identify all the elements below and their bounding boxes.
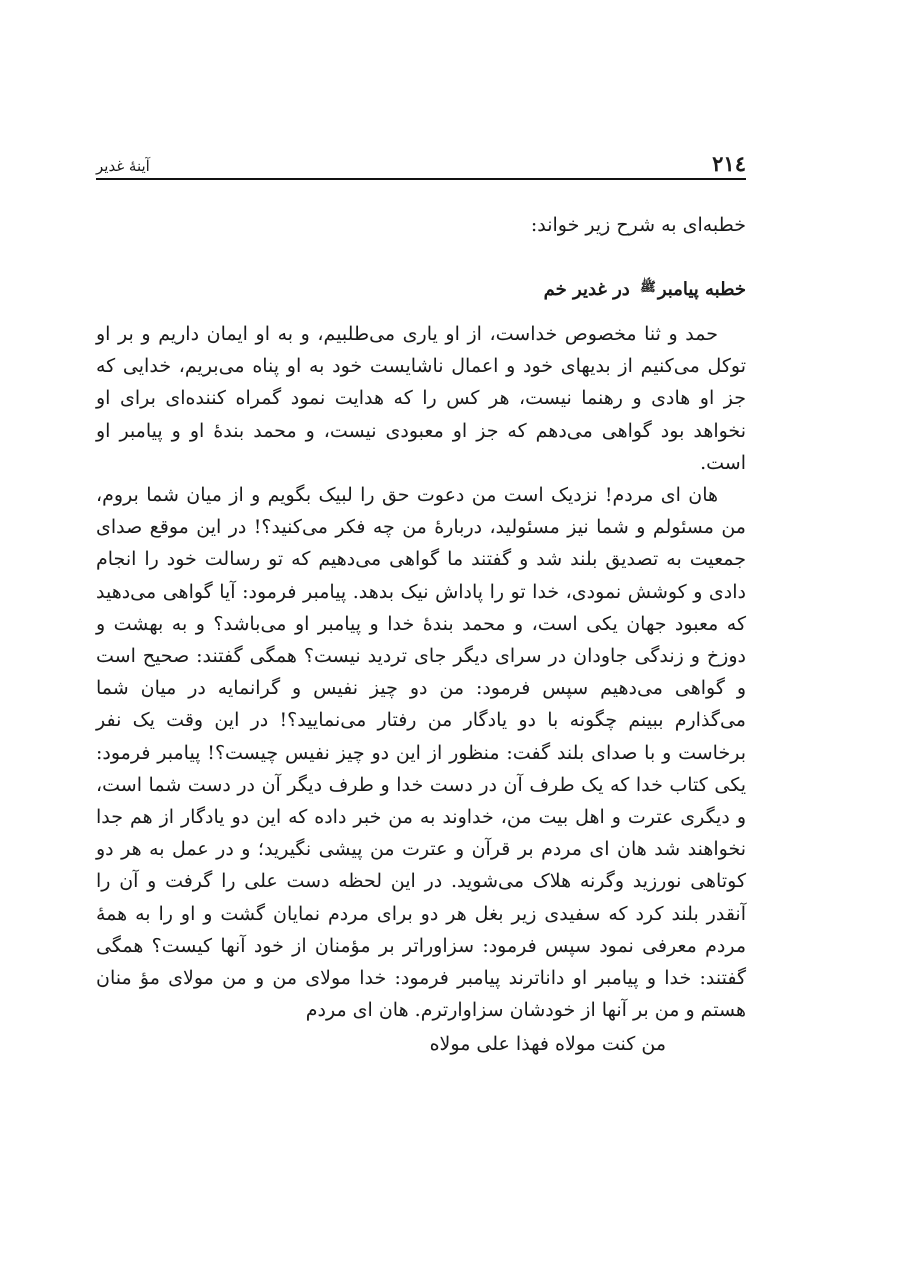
book-page (96, 140, 746, 1060)
sermon-heading-title: خطبه پیامبر (657, 279, 746, 300)
sermon-heading (96, 274, 746, 304)
sermon-paragraph: حمد و ثنا مخصوص خداست، از او یاری می‌طلبیم، و به او ایمان داریم و بر او توکل می‌کنیم از بدیهای خود و اعمال ناشایست خود به او پناه می‌بریم، خدایی که جز او هادی و رهنما نیست، هر کس را که هدایت نمود گمراه کننده‌ای برای او نخواهد بود گواهی می‌دهم که جز او معبودی نیست، و محمد بندهٔ او و پیامبر او است. (96, 323, 746, 474)
intro-line: خطبه‌ای به شرح زیر خواند: (530, 214, 746, 236)
sermon-heading-suffix: در غدیر خم (543, 279, 630, 300)
honorific-mark: ﷺ (640, 280, 656, 295)
sermon-paragraph: هان ای مردم! نزدیک است من دعوت حق را لبیک بگویم و از میان شما بروم، من مسئولم و شما نیز مسئولید، دربارهٔ من چه فکر می‌کنید؟! در این موقع صدای جمعیت به تصدیق بلند شد و گفتند ما گواهی می‌دهیم که تو رسالت خود را انجام دادی و کوشش نمودی، خدا تو را پاداش نیک بدهد. پیامبر فرمود: آیا گواهی می‌دهید که معبود جهان یکی است، و محمد بندهٔ خدا و پیامبر او می‌باشد؟ و به بهشت و دوزخ و زندگی جاودان در سرای دیگر جای تردید نیست؟ همگی گفتند: صحیح است و گواهی می‌دهیم سپس فرمود: من دو چیز نفیس و گرانمایه در میان شما می‌گذارم ببینم چگونه با دو یادگار من رفتار می‌نمایید؟! در این وقت یک نفر برخاست و با صدای بلند گفت: منظور از این دو چیز نفیس چیست؟! پیامبر فرمود: یکی کتاب خدا که یک طرف آن در دست خدا و طرف دیگر آن در دست شما است، و دیگری عترت و اهل بیت من، خداوند به من خبر داده که این دو یادگار از هم جدا نخواهند شد هان ای مردم بر قرآن و عترت من پیشی نگیرید؛ و در عمل به هر دو کوتاهی نورزید وگرنه هلاک می‌شوید. در این لحظه دست علی را گرفت و آن را آنقدر بلند کرد که سفیدی زیر بغل هر دو برای مردم نمایان گشت و او را به همهٔ مردم معرفی نمود سپس فرمود: سزاوراتر بر مؤمنان از خود آنها کیست؟ همگی گفتند: خدا و پیامبر او داناترند پیامبر فرمود: خدا مولای من و من مولای مؤ منان هستم و من بر آنها از خودشان سزاوارترم. هان ای مردم (96, 484, 746, 1022)
hadith-quote: من کنت مولاه فهذا علی مولاه (429, 1033, 666, 1056)
book-title: آینهٔ غدیر (96, 157, 150, 175)
page-number: ۲۱٤ (712, 151, 746, 176)
running-header (96, 140, 746, 180)
